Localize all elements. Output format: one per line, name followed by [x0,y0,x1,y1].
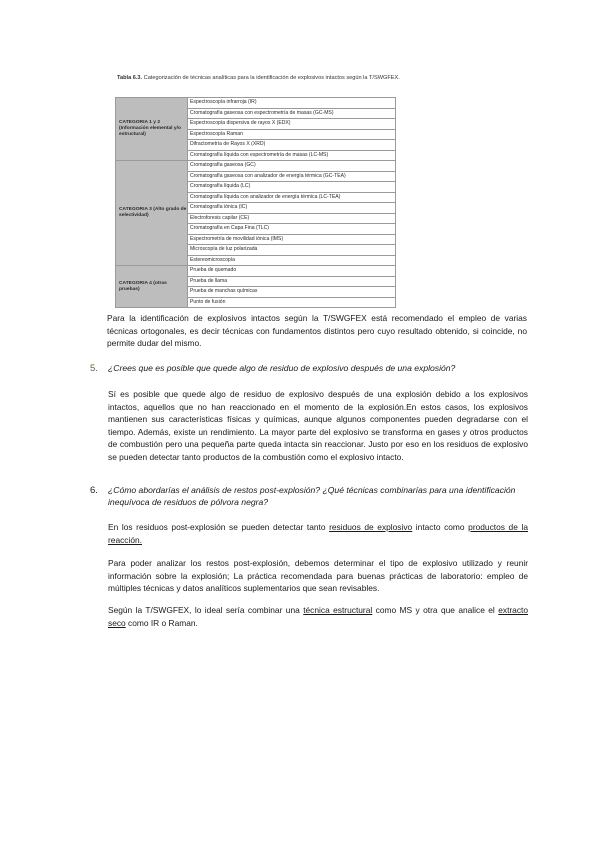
technique-cell: Prueba de llama [188,276,396,287]
intro-paragraph: Para la identificación de explosivos intactos según la T/SWGFEX está recomendado el empleo de varias técnicas ortogonales, es decir técnicas con fundamentos distintos pero cuyo resultado obtenido, si coincide, no permite dudar del mismo. [107,313,527,349]
answer-6-paragraph-3 [108,604,528,629]
category-cell: CATEGORIA 3 (Alto grado de selectividad) [116,161,188,266]
technique-cell: Cromatografía en Capa Fina (TLC) [188,224,396,235]
technique-cell: Punto de fusión [188,297,396,308]
techniques-table [115,97,396,308]
technique-cell: Prueba de quemado [188,266,396,277]
a6p1-underline-productos: productos de la reacción. [108,522,528,545]
technique-cell: Microscopía de luz polarizada [188,245,396,256]
question-5: ¿Crees que es posible que quede algo de residuo de explosivo después de una explosión? [108,363,456,373]
technique-cell: Cromatografía gaseosa (GC) [188,161,396,172]
a6p3-underline-tecnica: técnica estructural [303,605,373,615]
answer-6-paragraph-1 [108,521,528,546]
technique-cell: Estereomicroscopía [188,255,396,266]
a6p3-underline-extracto: extracto seco [108,605,529,628]
technique-cell: Espectrometría de movilidad iónica (IMS) [188,234,396,245]
question-5-number: 5. [90,363,98,374]
a6p1-underline-residuos: residuos de explosivo [329,522,413,532]
technique-cell: Cromatografía iónica (IC) [188,203,396,214]
technique-cell: Cromatografía gaseosa con espectrometría de masas (GC-MS) [188,108,396,119]
technique-cell: Espectroscopía dispersiva de rayos X (EDX) [188,119,396,130]
technique-cell: Cromatografía gaseosa con analizador de energía térmica (GC-TEA) [188,171,396,182]
table-caption-text: Categorización de técnicas analíticas para la identificación de explosivos intactos según la T/SWGFEX. [143,75,400,81]
table-row [116,98,396,109]
table-row [116,266,396,277]
technique-cell: Cromatografía líquida (LC) [188,182,396,193]
category-cell: CATEGORIA 4 (otras pruebas) [116,266,188,308]
a6p3-text-a: Según la T/SWGFEX, lo ideal sería combinar una [108,605,304,615]
a6p3-text-c: como IR o Raman. [125,617,198,628]
table-row [116,161,396,172]
technique-cell: Electroforesis capilar (CE) [188,213,396,224]
technique-cell: Cromatografía líquida con analizador de energía térmica (LC-TEA) [188,192,396,203]
technique-cell: Cromatografía líquida con espectrometría de masas (LC-MS) [188,150,396,161]
answer-5: Sí es posible que quede algo de residuo de explosivo después de una explosión debido a los explosivos intactos, aquellos que no han reaccionado en el momento de la explosión.En estos casos, los explosivos mantienen sus características físicas y químicas, aunque algunos componentes pueden degradarse con el tiempo. Además, existe un rendimiento. La mayor parte del explosivo se transforma en gases y otros productos de combustión pero una pequeña parte queda intacta sin reaccionar. Justo por eso en los residuos de explosivo se pueden detectar tanto productos de la combustión como el explosivo intacto. [108,389,528,462]
question-6-number: 6. [90,485,98,496]
answer-6-paragraph-2: Para poder analizar los restos post-explosión, debemos determinar el tipo de explosivo utilizado y reunir información sobre la explosión; La práctica recomendada para buenas prácticas de laboratorio: empleo de múltiples técnicas y datos analíticos suplementarios que sean revisables. [108,558,528,594]
category-cell: CATEGORIA 1 y 2 (Información elemental y/o estructural) [116,98,188,161]
table-caption [117,75,417,82]
question-6: ¿Cómo abordarías el análisis de restos post-explosión? ¿Qué técnicas combinarías para una identificación inequívoca de residuos de pólvora negra? [108,485,516,507]
table-caption-prefix: Tabla 6.3. [117,75,143,81]
a6p3-text-b: como MS y otra que analice el [372,605,499,615]
technique-cell: Difractometría de Rayos X (XRD) [188,140,396,151]
a6p1-text-a: En los residuos post-explosión se pueden detectar tanto [108,522,330,532]
a6p1-text-b: intacto como [412,522,469,532]
technique-cell: Espectroscopía Raman [188,129,396,140]
technique-cell: Prueba de manchas químicas [188,287,396,298]
technique-cell: Espectroscopía infrarroja (IR) [188,98,396,109]
